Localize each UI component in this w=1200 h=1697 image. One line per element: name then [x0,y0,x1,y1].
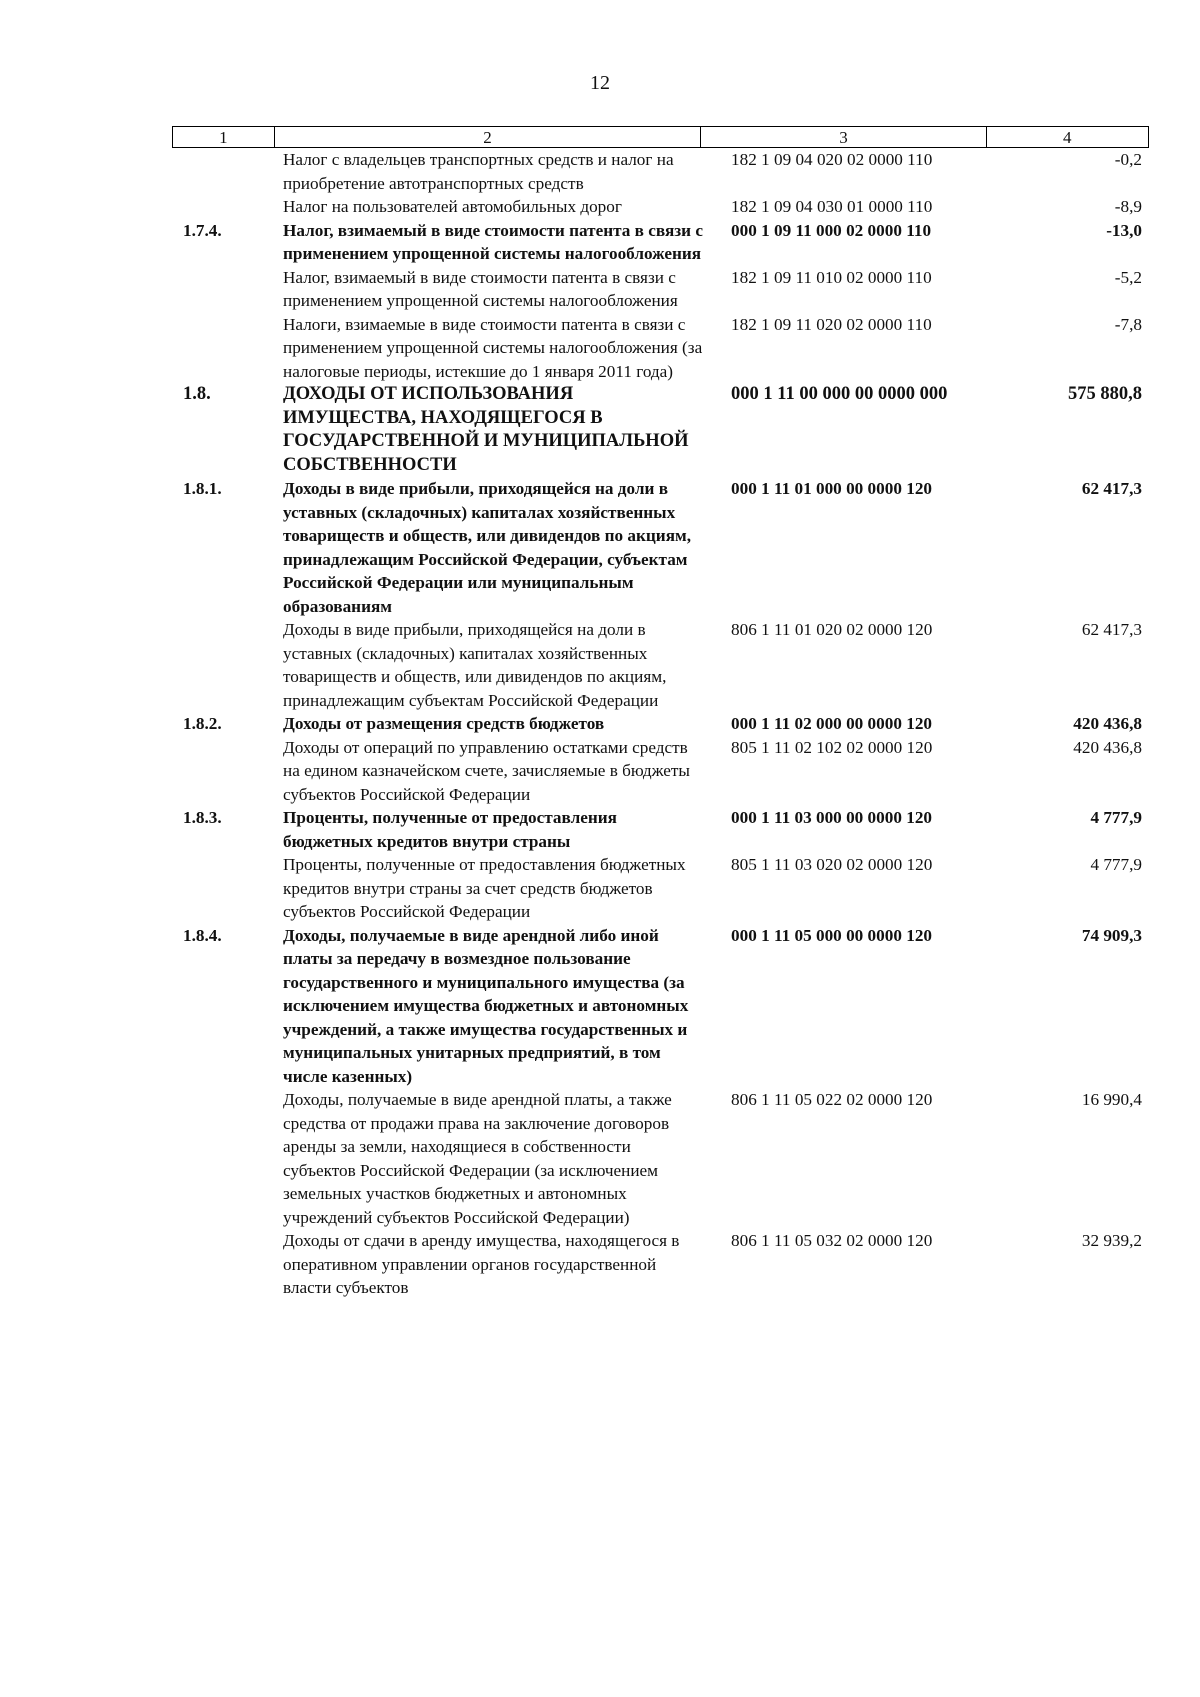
column-header-2: 2 [275,127,702,147]
table-body [0,148,1200,1300]
row-name: Доходы от размещения средств бюджетов [283,714,605,733]
table-row [0,313,1200,384]
row-code: 000 1 11 02 000 00 0000 120 [731,714,933,733]
row-name: Проценты, полученные от предоставления бюджетных кредитов внутри страны [283,808,617,851]
table-row [0,383,1200,477]
row-name: Налоги, взимаемые в виде стоимости патента в связи с применением упрощенной системы налогообложения (за налоговые периоды, истекшие до 1 января 2011 года) [283,314,703,381]
row-amount: -0,2 [1114,150,1142,169]
row-amount: 420 436,8 [1073,737,1142,757]
row-number: 1.8.3. [183,808,222,827]
row-amount: 74 909,3 [1081,925,1142,945]
page-number: 12 [590,72,610,94]
table-row [0,195,1200,219]
row-number: 1.8. [183,384,211,404]
row-amount: 4 777,9 [1090,808,1142,827]
row-name: Доходы в виде прибыли, приходящейся на доли в уставных (складочных) капиталах хозяйственных товариществ и обществ, или дивидендов по акциям, принадлежащим субъектам Российской Федерации [283,620,667,710]
row-amount: -7,8 [1114,314,1142,334]
row-number: 1.8.4. [183,925,222,945]
row-code: 000 1 11 01 000 00 0000 120 [731,479,933,498]
row-name: Налог, взимаемый в виде стоимости патента в связи с применением упрощенной системы налогообложения [283,220,703,263]
row-amount: 4 777,9 [1090,855,1142,874]
row-name: Налог, взимаемый в виде стоимости патента в связи с применением упрощенной системы налогообложения [283,267,678,310]
row-code: 806 1 11 01 020 02 0000 120 [731,620,933,639]
row-code: 182 1 09 11 020 02 0000 110 [731,314,932,334]
row-name: Налог на пользователей автомобильных дорог [283,197,622,216]
row-code: 805 1 11 02 102 02 0000 120 [731,737,933,757]
row-code: 182 1 09 04 020 02 0000 110 [731,150,933,169]
table-row [0,736,1200,807]
row-name: Налог с владельцев транспортных средств и налог на приобретение автотранспортных средств [283,150,674,193]
row-code: 000 1 11 00 000 00 0000 000 [731,384,948,404]
row-amount: -13,0 [1106,220,1142,240]
row-code: 806 1 11 05 032 02 0000 120 [731,1231,933,1250]
column-header-1: 1 [173,127,275,147]
table-row [0,477,1200,618]
row-code: 806 1 11 05 022 02 0000 120 [731,1090,933,1109]
row-code: 805 1 11 03 020 02 0000 120 [731,855,933,874]
row-name: Доходы, получаемые в виде арендной либо иной платы за передачу в возмездное пользование государственного и муниципального имущества (за исключением имущества бюджетных и автономных учреждений, а также имущества государственных и муниципальных унитарных предприятий, в том числе казенных) [283,925,689,1086]
row-amount: 62 417,3 [1081,479,1142,498]
row-amount: -5,2 [1114,267,1142,287]
table-header-row [172,126,1149,148]
row-code: 000 1 11 03 000 00 0000 120 [731,808,933,827]
row-number: 1.8.1. [183,479,222,498]
row-name: Проценты, полученные от предоставления бюджетных кредитов внутри страны за счет средств бюджетов субъектов Российской Федерации [283,855,686,921]
row-amount: -8,9 [1114,197,1142,216]
row-name: Доходы от операций по управлению остатками средств на едином казначейском счете, зачисляемые в бюджеты субъектов Российской Федерации [283,737,690,804]
row-amount: 16 990,4 [1081,1090,1142,1109]
row-amount: 575 880,8 [1068,384,1142,404]
table-row [0,1229,1200,1300]
row-code: 000 1 09 11 000 02 0000 110 [731,220,932,240]
table-row [0,806,1200,853]
table-row [0,219,1200,266]
row-amount: 62 417,3 [1081,620,1142,639]
row-number: 1.7.4. [183,220,222,240]
table-row [0,148,1200,195]
table-row [0,712,1200,736]
row-code: 182 1 09 04 030 01 0000 110 [731,197,933,216]
table-row [0,1088,1200,1229]
table-row [0,266,1200,313]
row-code: 182 1 09 11 010 02 0000 110 [731,267,932,287]
column-header-4: 4 [1063,128,1072,147]
row-number: 1.8.2. [183,714,222,733]
row-code: 000 1 11 05 000 00 0000 120 [731,925,933,945]
column-header-3: 3 [701,127,986,147]
table-row [0,924,1200,1089]
table-row [0,853,1200,924]
row-amount: 32 939,2 [1081,1231,1142,1250]
row-name: ДОХОДЫ ОТ ИСПОЛЬЗОВАНИЯ ИМУЩЕСТВА, НАХОДЯЩЕГОСЯ В ГОСУДАРСТВЕННОЙ И МУНИЦИПАЛЬНОЙ СОБСТВЕННОСТИ [283,384,689,475]
table-row [0,618,1200,712]
row-name: Доходы в виде прибыли, приходящейся на доли в уставных (складочных) капиталах хозяйственных товариществ и обществ, или дивидендов по акциям, принадлежащим Российской Федерации, субъектам Российской Федерации или муниципальным образованиям [283,479,691,616]
row-amount: 420 436,8 [1073,714,1142,733]
row-name: Доходы, получаемые в виде арендной платы, а также средства от продажи права на заключение договоров аренды за земли, находящиеся в собственности субъектов Российской Федерации (за исключением земельных участков бюджетных и автономных учреждений субъектов Российской Федерации) [283,1090,672,1227]
row-name: Доходы от сдачи в аренду имущества, находящегося в оперативном управлении органов государственной власти субъектов [283,1231,680,1297]
